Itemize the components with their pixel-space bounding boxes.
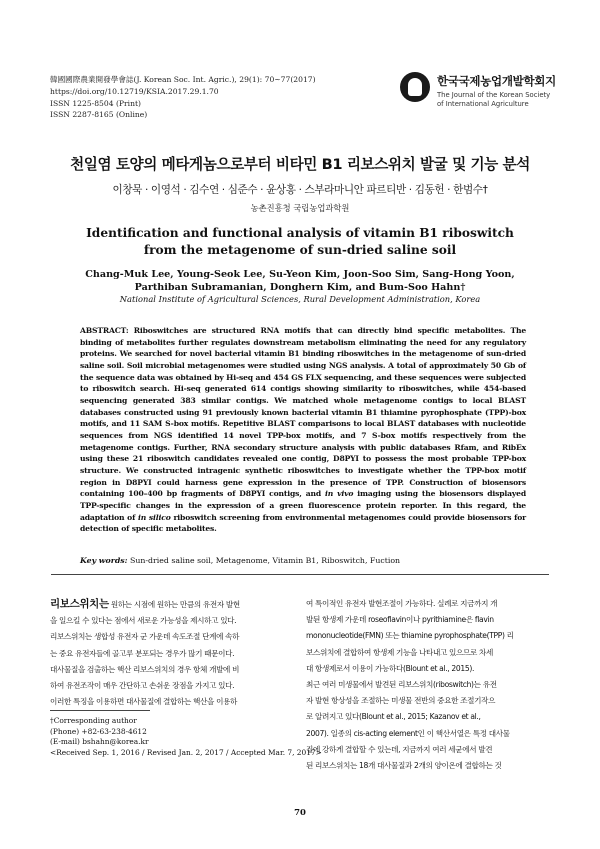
society-seal-icon <box>400 72 430 102</box>
body-line: 대사물질을 검출하는 핵산 리보스위치의 경우 항체 개발에 비 <box>50 664 240 674</box>
issn-print: ISSN 1225-8504 (Print) <box>50 98 141 108</box>
corresponding-author: †Corresponding author <box>50 716 137 725</box>
korean-affiliation: 농촌진흥청 국립농업과학원 <box>250 203 350 213</box>
issn-online: ISSN 2287-8165 (Online) <box>50 110 148 120</box>
body-line: mononucleotide(FMN) 또는 thiamine pyrophosphate(TPP) 리 <box>306 631 514 641</box>
body-line: 로 알려지고 있다(Blount et al., 2015; Kazanov et al., <box>306 712 481 722</box>
author-email[interactable]: (E-mail) bshahn@korea.kr <box>50 737 149 746</box>
keywords <box>80 556 400 565</box>
abstract-text: Riboswitches are structured RNA motifs that can directly bind specific metabolites. The binding of metabolites further regulates downstream metabolism eliminating the need for any regulatory proteins. We searched for novel bacterial vitamin B1 binding riboswitches in the metagenome of sun-dried saline soil. Soil microbial metagenomes were studied using NGS analysis. A total of approximately 50 Gb of the sequence data was obtained by Hi-seq and 454 GS FLX sequencing, and these sequences were subjected to riboswitch search. Hi-seq generated 614 contigs showing similarity to riboswitches, while 454-based sequencing generated 383 similar contigs. We matched whole metagenome contigs to local BLAST databases constructed using 91 previously known bacterial vitamin B1 thiamine pyrophosphate (TPP)-box motifs, and 11 SAM S-box motifs. Repetitive BLAST comparisons to local BLAST databases with nucleotide sequences from NGS identified 14 novel TPP-box motifs, and 7 S-box motifs respectively from the metagenome contigs. Further, RNA secondary structure analysis with public databases Rfam, and RibEx using these 21 riboswitch candidates revealed one contig, D8PYI to possess the most probable TPP-box structure. We constructed intragenic synthetic riboswitches to investigate whether the TPP-box motif region in D8PYI could harness gene expression in the presence of TPP. Construction of biosensors containing 100–400 bp fragments of D8PYI contigs, and <box>80 326 526 499</box>
body-line: 이러한 특징을 이용하면 대사물질에 결합하는 핵산을 이용하 <box>50 697 238 707</box>
body-line: 여 특이적인 유전자 발현조절이 가능하다. 실례로 지금까지 개 <box>306 599 498 608</box>
body-line: 된 리보스위치는 18개 대사물질과 2개의 양이온에 결합하는 것 <box>306 761 502 771</box>
body-line: 대 항생제로서 이용이 가능하다(Blount et al., 2015). <box>306 663 475 673</box>
keywords-label: Key words: <box>80 556 128 565</box>
korean-authors: 이창묵 · 이영석 · 김수연 · 심준수 · 윤상홍 · 스부라마니안 파르티반 · 김동헌 · 한범수† <box>112 184 488 196</box>
journal-citation: 韓國國際農業開發學會誌(J. Korean Soc. Int. Agric.), 29(1): 70~77(2017) <box>50 75 316 84</box>
society-logo <box>400 70 570 120</box>
keywords-text: Sun-dried saline soil, Metagenome, Vitamin B1, Riboswitch, Fuction <box>127 556 401 565</box>
body-line: 리보스위치는 생합성 유전자 군 가운데 속도조절 단계에 속하 <box>50 632 240 642</box>
author-phone: (Phone) +82-63-238-4612 <box>50 726 147 736</box>
page-number: 70 <box>294 808 306 818</box>
body-line: 는 중요 유전자들에 골고루 분포되는 경우가 많기 때문이다. <box>50 648 235 658</box>
body-line: 자 발현 항상성을 조절하는 미생물 전반의 중요한 조절기작으 <box>306 696 496 706</box>
lead-word: 리보스위치는 <box>50 598 109 610</box>
section-divider <box>51 574 549 575</box>
body-line: 발된 항생제 가운데 roseoflavin이나 pyrithiamine은 flavin <box>306 615 494 625</box>
journal-meta <box>50 74 316 121</box>
doi-link[interactable]: https://doi.org/10.12719/KSIA.2017.29.1.70 <box>50 86 219 96</box>
body-column-right <box>306 596 552 774</box>
body-line: 리보스위치는 원하는 시점에 원하는 만큼의 유전자 발현 <box>50 598 240 610</box>
body-line: 질에 강하게 결합할 수 있는데, 지금까지 여러 세균에서 발견 <box>306 744 493 754</box>
body-line: 최근 여러 미생물에서 발견된 리보스위치(riboswitch)는 유전 <box>306 680 497 690</box>
english-authors: Chang-Muk Lee, Young-Seok Lee, Su-Yeon Kim, Joon-Soo Sim, Sang-Hong Yoon, Parthiban Subramanian, Donghern Kim, and Bum-Soo Hahn† <box>85 269 515 294</box>
body-line: 2007). 일종의 cis-acting element인 이 핵산서열은 특정 대사물 <box>306 728 510 738</box>
korean-title: 천일염 토양의 메타게놈으로부터 비타민 B1 리보스위치 발굴 및 기능 분석 <box>70 156 530 173</box>
footnote-divider <box>50 710 150 711</box>
society-korean-name: 한국국제농업개발학회지 <box>437 74 556 88</box>
body-line: 보스위치에 결합하여 항생제 기능을 나타내고 있으므로 차세 <box>306 647 494 657</box>
body-column-left <box>50 596 296 710</box>
body-line: 하여 유전조작이 매우 간단하고 손쉬운 장점을 가지고 있다. <box>50 681 235 691</box>
body-line: 을 일으킬 수 있다는 점에서 새로운 가능성을 제시하고 있다. <box>50 616 237 626</box>
english-affiliation: National Institute of Agricultural Sciences, Rural Development Administration, Korea <box>119 294 481 304</box>
article-dates: <Received Sep. 1, 2016 / Revised Jan. 2, 2017 / Accepted Mar. 7, 2017> <box>50 747 322 757</box>
footnote <box>50 716 322 758</box>
society-english-name: The Journal of the Korean Society of International Agriculture <box>437 91 551 108</box>
abstract: ABSTRACT: Riboswitches are structured RNA motifs that can directly bind specific metabolites. The binding of metabolites further regulates downstream metabolism eliminating the need for any regulatory proteins. We searched for novel bacterial vitamin B1 binding riboswitches in the metagenome of sun-dried saline soil. Soil microbial metagenomes were studied using NGS analysis. A total of approximately 50 Gb of the sequence data was obtained by Hi-seq and 454 GS FLX sequencing, and these sequences were subjected to riboswitch search. Hi-seq generated 614 contigs showing similarity to riboswitches, while 454-based sequencing generated 383 similar contigs. We matched whole metagenome contigs to local BLAST databases constructed using 91 previously known bacterial vitamin B1 thiamine pyrophosphate (TPP)-box motifs, and 11 SAM S-box motifs. Repetitive BLAST comparisons to local BLAST databases with nucleotide sequences from NGS identified 14 novel TPP-box motifs, and 7 S-box motifs respectively from the metagenome contigs. Further, RNA secondary structure analysis with public databases Rfam, and RibEx using these 21 riboswitch candidates revealed one contig, D8PYI to possess the most probable TPP-box structure. We constructed intragenic synthetic riboswitches to investigate whether the TPP-box motif region in D8PYI could harness gene expression in the presence of TPP. Construction of biosensors containing 100–400 bp fragments of D8PYI contigs, and in vivo imaging using the biosensors displayed TPP-specific changes in the expression of a green fluorescence protein reporter. In this regard, the adaptation of in silico riboswitch screening from environmental metagenomes could provide biosensors for detection of specific metabolites. <box>80 326 527 534</box>
abstract-label: ABSTRACT: <box>80 326 129 335</box>
english-title: Identification and functional analysis of vitamin B1 riboswitch from the metagenome of sun-dried saline soil <box>86 226 514 257</box>
